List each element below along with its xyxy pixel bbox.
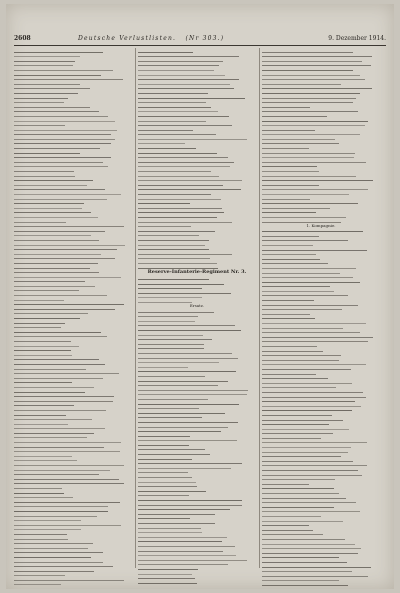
newspaper-page bbox=[6, 4, 394, 589]
column-left bbox=[14, 48, 132, 588]
list-line bbox=[14, 585, 64, 588]
section-subheading: 1. Kompagnie. bbox=[306, 222, 336, 228]
list-line bbox=[262, 581, 348, 586]
section-heading: Reserve-Infanterie-Regiment Nr. 3. bbox=[147, 268, 247, 275]
page-number: 2608 bbox=[14, 35, 31, 42]
section-subheading: Ersatz. bbox=[189, 303, 205, 309]
page-header bbox=[14, 34, 386, 44]
publication-title-text: Deutsche Verlustlisten. bbox=[78, 35, 177, 42]
column-right bbox=[262, 48, 380, 588]
column-divider bbox=[259, 48, 260, 568]
column-divider bbox=[135, 48, 136, 568]
issue-number: (Nr 303.) bbox=[185, 35, 225, 42]
header-rule bbox=[14, 45, 386, 46]
issue-date: 9. Dezember 1914. bbox=[328, 35, 386, 42]
column-middle bbox=[138, 48, 256, 588]
publication-title bbox=[78, 34, 224, 44]
list-line bbox=[138, 579, 197, 584]
